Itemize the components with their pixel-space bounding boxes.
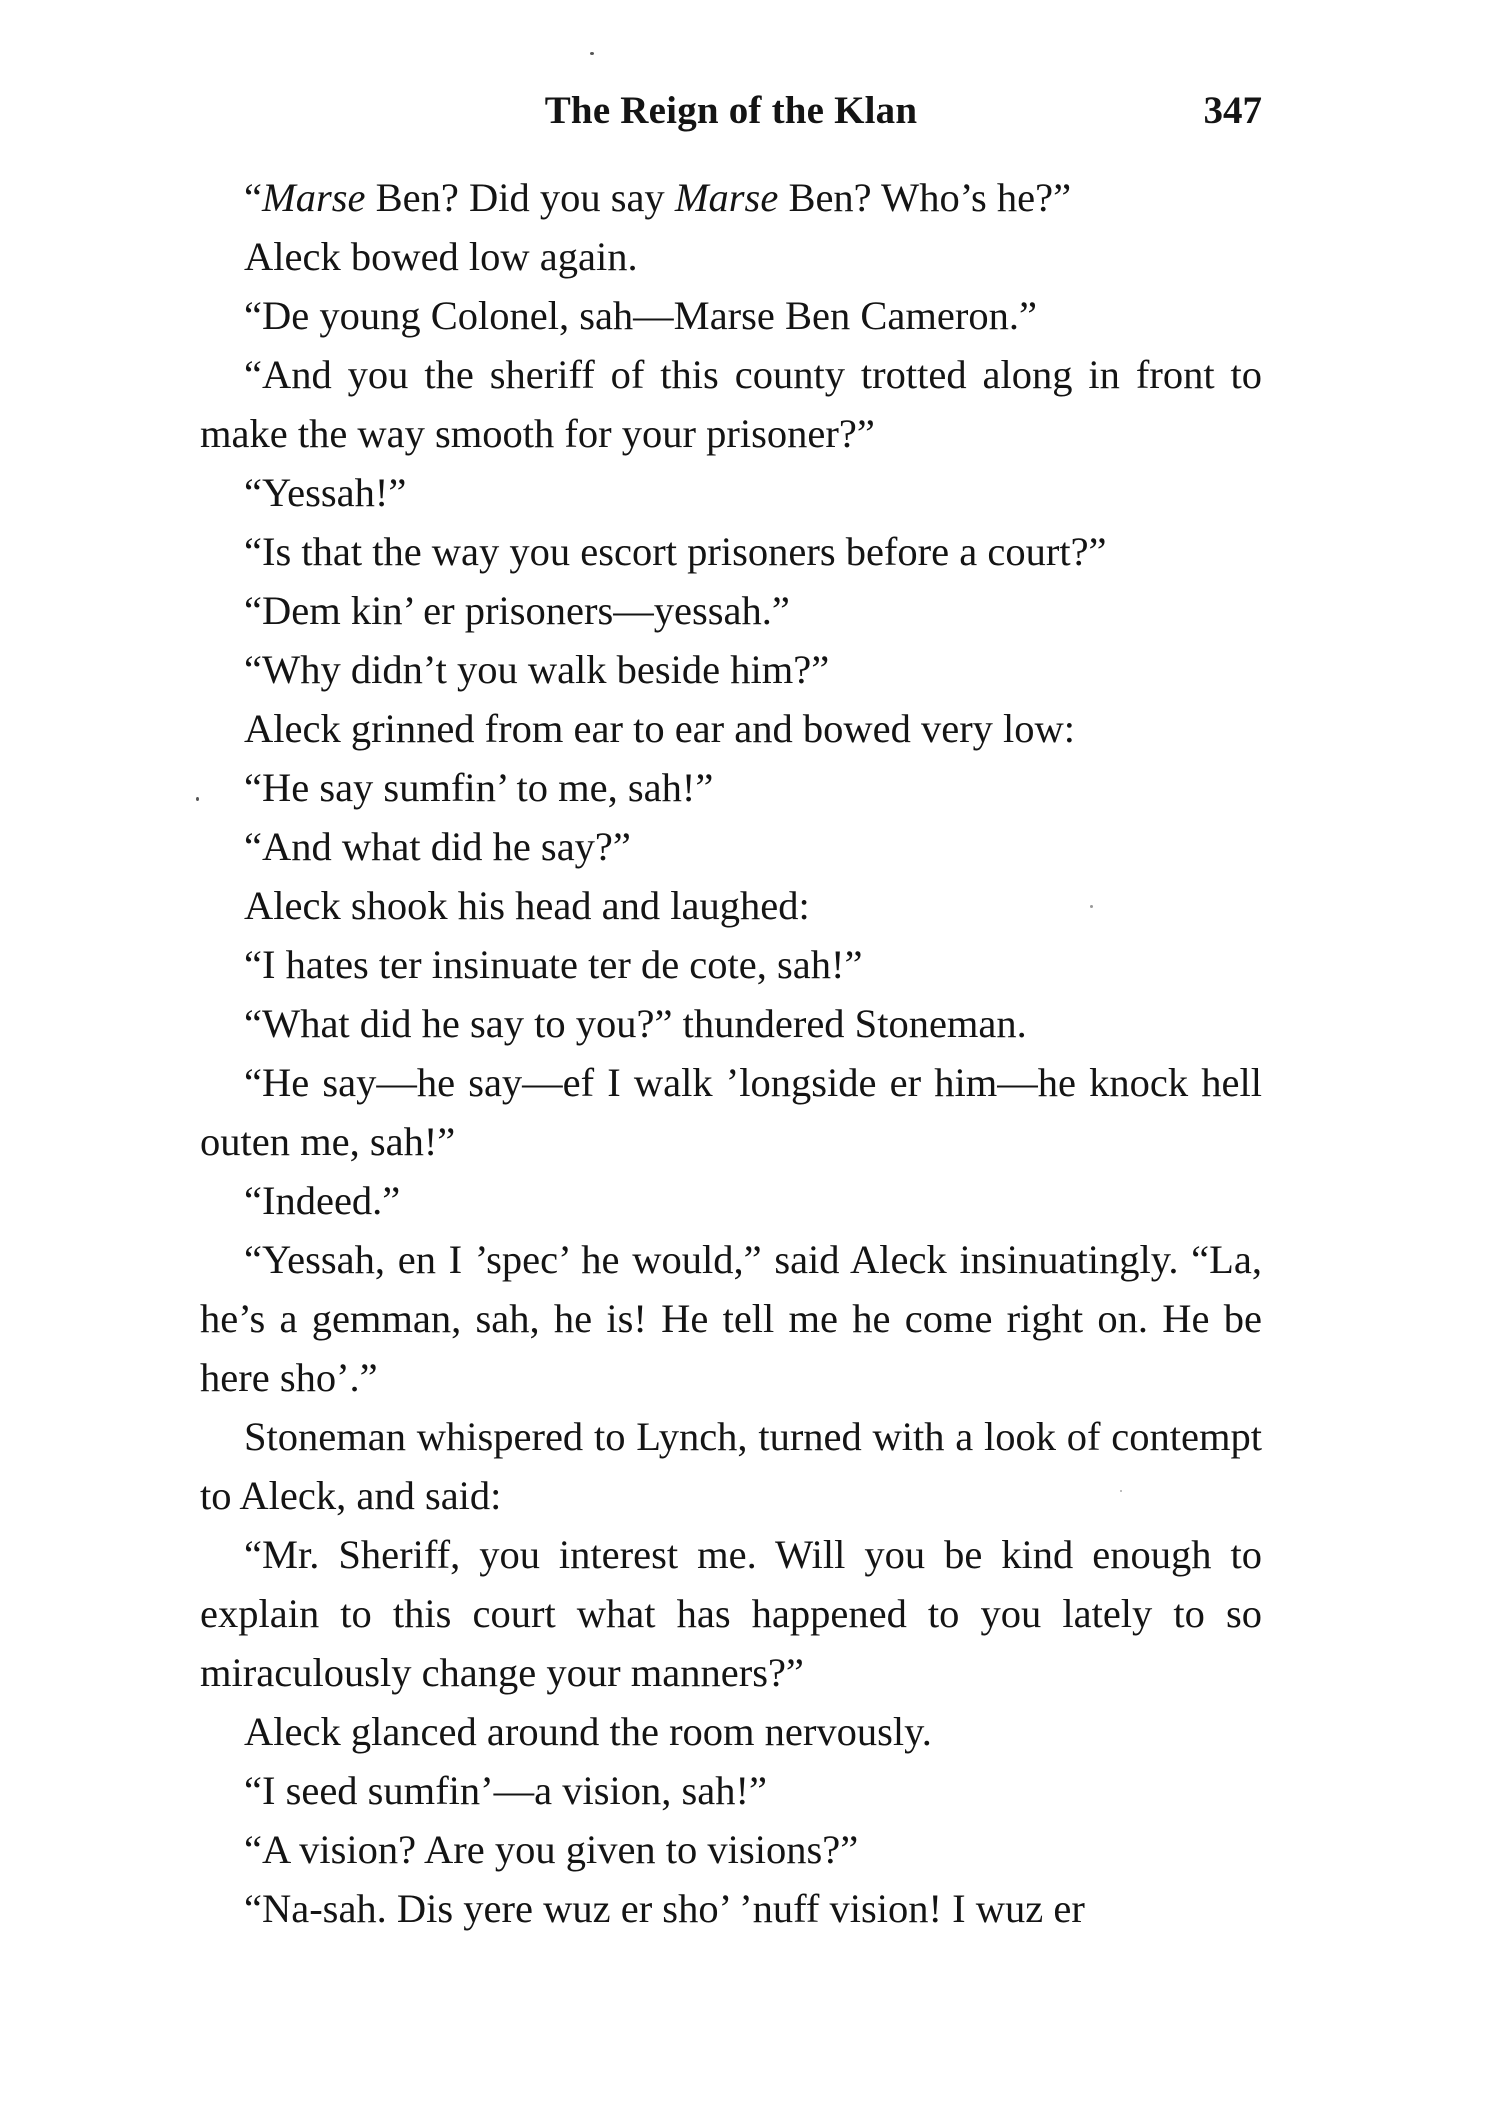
paragraph: “Mr. Sheriff, you interest me. Will you be kind enough to explain to this court what has happened to you lately to so miraculously change your manners?” <box>200 1532 1262 1695</box>
scan-speck <box>1120 1490 1122 1492</box>
paragraph: “Yessah, en I ’spec’ he would,” said Aleck insinuatingly. “La, he’s a gemman, sah, he is! He tell me he come right on. He be here sho’.” <box>200 1237 1262 1400</box>
running-title: The Reign of the Klan <box>544 89 918 132</box>
italic-text: Marse <box>674 175 779 220</box>
paragraph: “He say—he say—ef I walk ’longside er him—he knock hell outen me, sah!” <box>200 1060 1262 1164</box>
paragraph: “Yessah!” <box>244 470 407 515</box>
paragraph: Aleck shook his head and laughed: <box>244 883 810 928</box>
paragraph: “Is that the way you escort prisoners before a court?” <box>244 529 1107 574</box>
paragraph: “I seed sumfin’—a vision, sah!” <box>244 1768 767 1813</box>
paragraph: Aleck grinned from ear to ear and bowed very low: <box>244 706 1076 751</box>
paragraph: “Why didn’t you walk beside him?” <box>244 647 830 692</box>
paragraph-text: “ <box>244 175 262 220</box>
running-head <box>200 88 1262 148</box>
paragraph: Aleck glanced around the room nervously. <box>244 1709 932 1754</box>
paragraph: “Na-sah. Dis yere wuz er sho’ ’nuff vision! I wuz er <box>244 1886 1085 1931</box>
paragraph: “De young Colonel, sah—Marse Ben Cameron.” <box>244 293 1037 338</box>
paragraph <box>200 168 1262 227</box>
paragraph-text: Ben? Did you say <box>365 175 675 220</box>
paragraph-text: Ben? Who’s he?” <box>778 175 1072 220</box>
paragraph: “And you the sheriff of this county trotted along in front to make the way smooth for your prisoner?” <box>200 352 1262 456</box>
scan-speck <box>196 797 199 801</box>
paragraph: “I hates ter insinuate ter de cote, sah!” <box>244 942 863 987</box>
paragraph: Stoneman whispered to Lynch, turned with a look of contempt to Aleck, and said: <box>200 1414 1262 1518</box>
paragraph: “What did he say to you?” thundered Stoneman. <box>244 1001 1027 1046</box>
paragraph: “Dem kin’ er prisoners—yessah.” <box>244 588 790 633</box>
scan-speck <box>1090 905 1093 908</box>
italic-text: Marse <box>261 175 366 220</box>
paragraph: “A vision? Are you given to visions?” <box>244 1827 859 1872</box>
paragraph: “He say sumfin’ to me, sah!” <box>244 765 714 810</box>
paragraph: Aleck bowed low again. <box>244 234 638 279</box>
paragraph: “And what did he say?” <box>244 824 631 869</box>
paragraph: “Indeed.” <box>244 1178 401 1223</box>
page-number: 347 <box>1203 89 1262 132</box>
body-text <box>200 168 1262 1938</box>
scan-speck <box>590 52 594 55</box>
